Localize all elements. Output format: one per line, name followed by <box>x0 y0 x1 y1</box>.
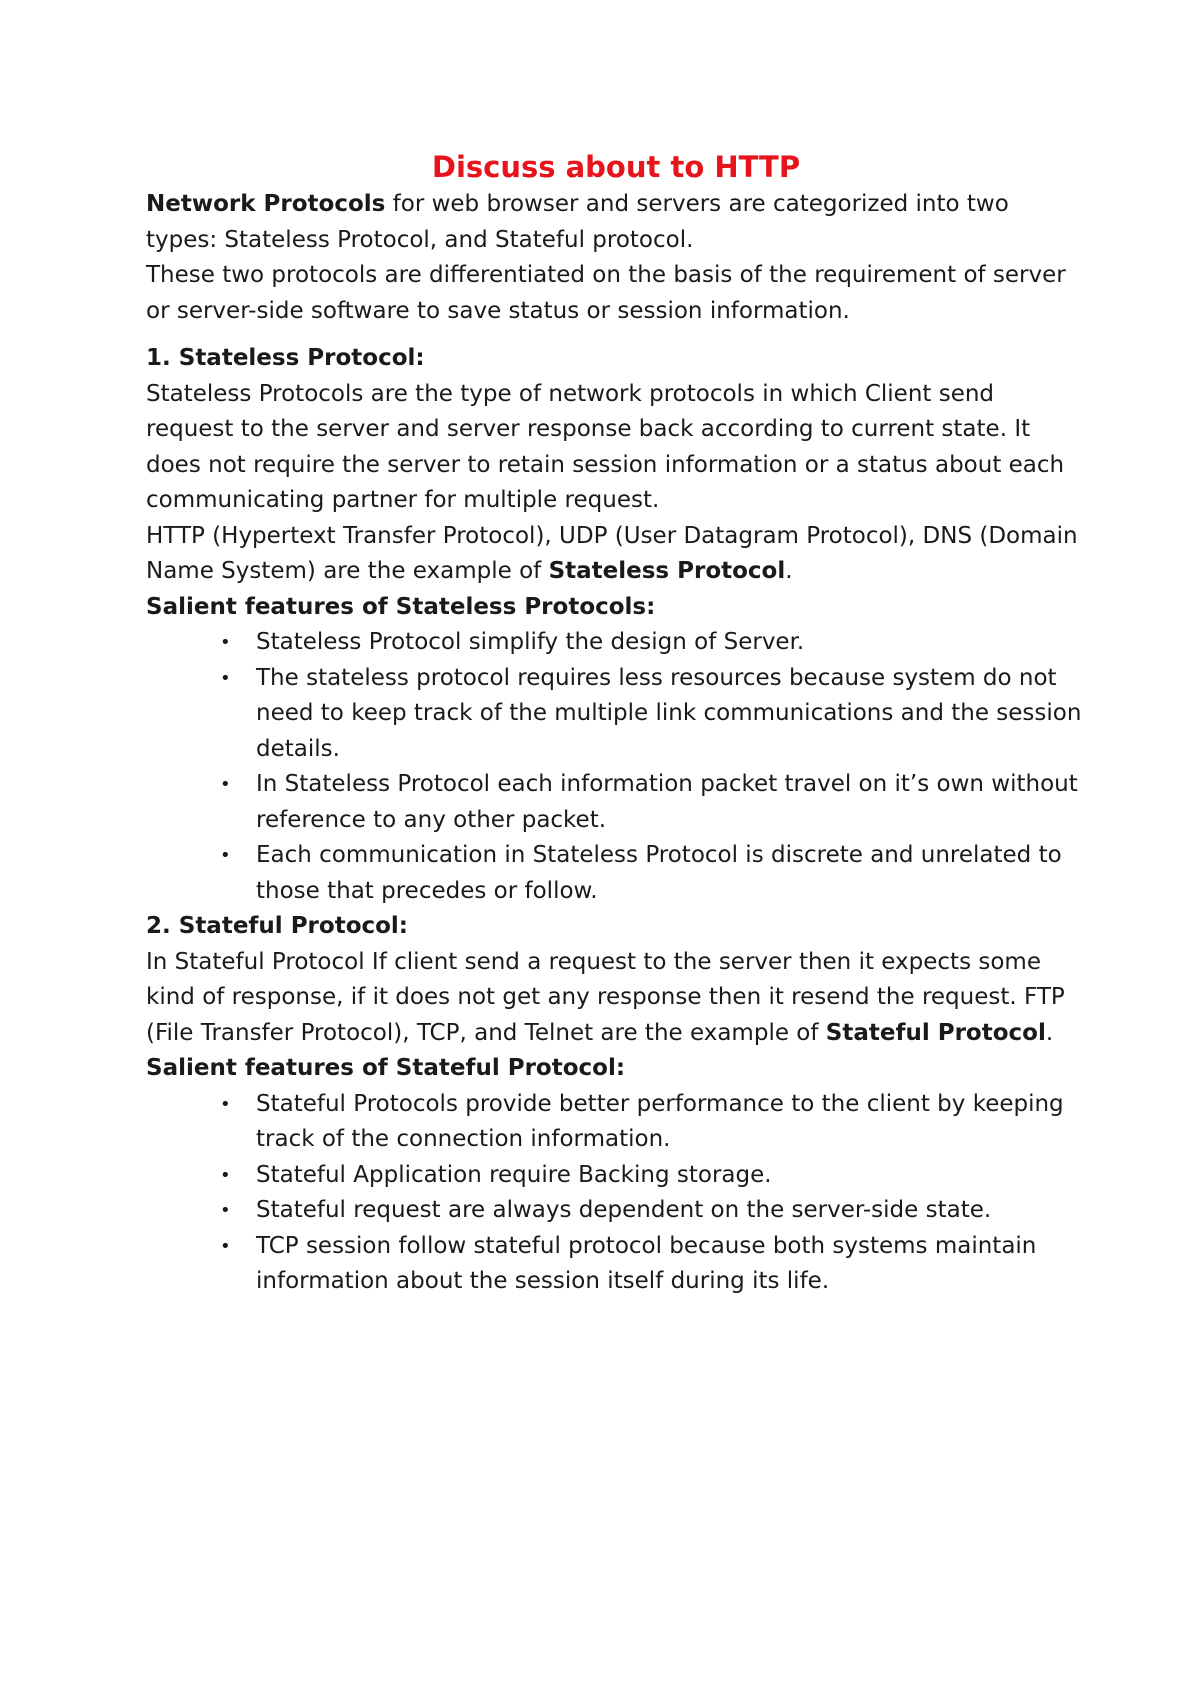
bullet-icon: • <box>220 1164 231 1186</box>
bullet-icon: • <box>220 774 231 795</box>
list-item: • In Stateless Protocol each information packet travel on it’s own without reference to any other packet. <box>146 767 1086 838</box>
bullet-icon: • <box>220 845 231 866</box>
stateful-heading: 2. Stateful Protocol: <box>146 913 409 939</box>
list-item: • Stateful Application require Backing storage. <box>146 1158 1086 1194</box>
bullet-icon: • <box>220 1093 231 1115</box>
stateful-features-list <box>146 1087 1086 1300</box>
list-item: • Stateful Protocols provide better performance to the client by keeping track of the connection information. <box>146 1087 1086 1158</box>
stateless-heading: 1. Stateless Protocol: <box>146 345 425 371</box>
stateless-features-list <box>146 625 1086 909</box>
bullet-icon: • <box>220 667 231 689</box>
document-title: Discuss about to HTTP <box>431 150 801 184</box>
document-page <box>146 143 1086 1300</box>
stateful-paragraph-1: In Stateful Protocol If client send a request to the server then it expects some kind of response, if it does not get any response then it resend the request. FTP (File Transfer Protocol), TCP, and Telnet are the example of Stateful Protocol. <box>146 948 1065 1046</box>
stateful-features-heading: Salient features of Stateful Protocol: <box>146 1055 626 1081</box>
intro-text: for web browser and servers are categorized into two types: Stateless Protocol, and Stateful protocol. <box>146 191 1009 253</box>
stateless-features-heading: Salient features of Stateless Protocols: <box>146 593 656 620</box>
list-item: • Stateful request are always dependent on the server-side state. <box>146 1193 1086 1229</box>
bullet-icon: • <box>220 632 231 653</box>
list-item: • The stateless protocol requires less resources because system do not need to keep track of the multiple link communications and the session details. <box>146 661 1086 768</box>
intro-paragraph-2: These two protocols are differentiated on the basis of the requirement of server or server-side software to save status or session information. <box>146 262 1066 324</box>
list-item: • TCP session follow stateful protocol because both systems maintain information about the session itself during its life. <box>146 1229 1086 1300</box>
stateless-paragraph-2: HTTP (Hypertext Transfer Protocol), UDP (User Datagram Protocol), DNS (Domain Name System) are the example of Stateless Protocol. <box>146 522 1078 584</box>
stateless-paragraph-1: Stateless Protocols are the type of network protocols in which Client send request to the server and server response back according to current state. It does not require the server to retain session information or a status about each communicating partner for multiple request. <box>146 380 1065 513</box>
bullet-icon: • <box>220 1235 231 1257</box>
list-item: • Stateless Protocol simplify the design of Server. <box>146 625 1086 661</box>
list-item: • Each communication in Stateless Protocol is discrete and unrelated to those that precedes or follow. <box>146 838 1086 909</box>
bullet-icon: • <box>220 1200 231 1221</box>
intro-bold-term: Network Protocols <box>146 191 386 217</box>
intro-paragraph-1 <box>146 187 1086 258</box>
